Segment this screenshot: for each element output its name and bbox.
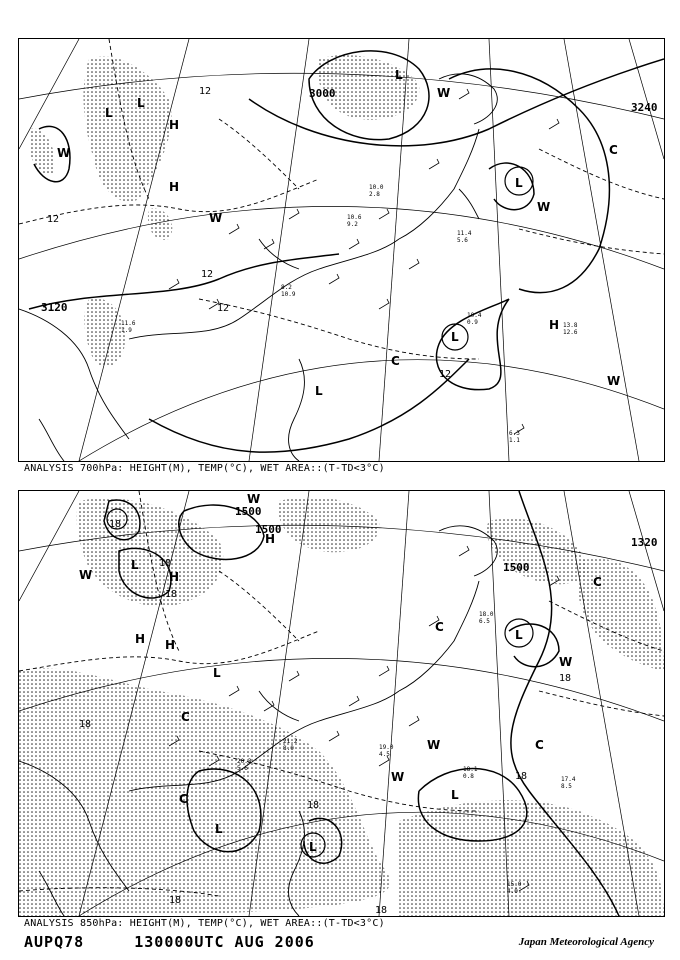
system-symbol: H [169, 118, 180, 132]
system-symbol: H [169, 180, 180, 194]
isotherm-label: 18 [79, 719, 92, 730]
system-symbol: W [391, 770, 405, 784]
system-symbol: L [131, 558, 139, 572]
system-symbol: H [265, 532, 276, 546]
height-label: 1500 [255, 523, 282, 536]
station-value: 12.6 [563, 329, 578, 336]
station-value: 4.0 [507, 888, 518, 895]
system-symbol: C [179, 792, 188, 806]
system-symbol: L [137, 96, 145, 110]
station-value: 6.5 [479, 618, 490, 625]
system-symbol: L [315, 384, 323, 398]
system-symbol: W [559, 655, 573, 669]
system-symbol: L [515, 628, 523, 642]
product-code: AUPQ78 [24, 933, 85, 951]
station-value: 10.4 [467, 312, 482, 319]
isotherm-label: 18 [375, 905, 388, 916]
system-symbol: W [57, 146, 71, 160]
station-value: 21.2 [283, 738, 298, 745]
system-symbol: H [169, 570, 180, 584]
station-value: 10.6 [347, 214, 362, 221]
station-value: 18.0 [479, 611, 494, 618]
map-panel-700hpa [18, 38, 665, 462]
product-header [24, 933, 315, 951]
system-symbol: L [451, 330, 459, 344]
station-value: 11.4 [457, 230, 472, 237]
valid-time: 130000UTC AUG 2006 [134, 933, 315, 951]
wet-area-shading [19, 497, 664, 916]
system-symbol: H [549, 318, 560, 332]
height-label: 1500 [503, 561, 530, 574]
system-symbol: C [609, 143, 618, 157]
isotherm-label: 18 [165, 589, 178, 600]
station-value: 5.6 [237, 765, 248, 772]
station-value: 11.6 [121, 320, 136, 327]
system-symbol: W [247, 492, 261, 506]
isotherm-label: 18 [169, 895, 182, 906]
station-value: 17.4 [561, 776, 576, 783]
agency-name: Japan Meteorological Agency [518, 936, 654, 948]
station-value: 9.2 [347, 221, 358, 228]
system-symbol: C [181, 710, 190, 724]
system-symbol: L [105, 106, 113, 120]
station-value: 2.8 [369, 191, 380, 198]
wind-barbs [169, 89, 559, 434]
map-700hpa-canvas [19, 39, 664, 461]
isotherm-label: 18 [159, 558, 172, 569]
height-label: 3000 [309, 87, 336, 100]
map-panel-850hpa [18, 490, 665, 917]
height-label: 3240 [631, 101, 658, 114]
station-value: 1.9 [121, 327, 132, 334]
system-symbol: L [451, 788, 459, 802]
panel-850-caption: ANALYSIS 850hPa: HEIGHT(M), TEMP(°C), WET AREA::(T-TD<3°C) [24, 918, 385, 929]
system-symbol: L [309, 840, 317, 854]
station-value: 1.1 [509, 437, 520, 444]
system-symbol: W [79, 568, 93, 582]
system-symbol: C [535, 738, 544, 752]
system-symbol: L [515, 176, 523, 190]
system-symbol: L [395, 68, 403, 82]
system-symbol: C [593, 575, 602, 589]
station-value: 18.1 [463, 766, 478, 773]
system-symbol: H [165, 638, 176, 652]
station-value: 5.6 [457, 237, 468, 244]
isotherm-label: 12 [217, 303, 230, 314]
isotherm-label: 12 [439, 369, 452, 380]
station-value: 6.3 [509, 430, 520, 437]
system-symbol: L [213, 666, 221, 680]
system-symbol: C [391, 354, 400, 368]
system-symbol: W [607, 374, 621, 388]
station-value: 0.9 [467, 319, 478, 326]
station-value: 15.0 [507, 881, 522, 888]
height-label: 3120 [41, 301, 68, 314]
height-label: 1500 [235, 505, 262, 518]
system-symbol: W [537, 200, 551, 214]
system-symbol: H [135, 632, 146, 646]
isotherm-label: 12 [201, 269, 214, 280]
isotherm-label: 12 [47, 214, 60, 225]
isotherm-label: 18 [109, 519, 122, 530]
station-value: 8.2 [281, 284, 292, 291]
station-value: 19.0 [379, 744, 394, 751]
panel-700-caption: ANALYSIS 700hPa: HEIGHT(M), TEMP(°C), WET AREA::(T-TD<3°C) [24, 463, 385, 474]
isotherm-label: 18 [559, 673, 572, 684]
station-value: 13.8 [563, 322, 578, 329]
isotherm-label: 18 [515, 771, 528, 782]
station-value: 10.0 [369, 184, 384, 191]
isotherm-label: 12 [199, 86, 212, 97]
station-value: 10.9 [281, 291, 296, 298]
station-value: 8.5 [561, 783, 572, 790]
system-symbol: L [215, 822, 223, 836]
station-value: 0.8 [463, 773, 474, 780]
system-symbol: W [209, 211, 223, 225]
system-symbol: W [427, 738, 441, 752]
system-symbol: C [435, 620, 444, 634]
station-value: 20.3 [237, 758, 252, 765]
wet-area-shading [29, 55, 419, 367]
station-value: 8.0 [283, 745, 294, 752]
system-symbol: W [437, 86, 451, 100]
station-value: 4.5 [379, 751, 390, 758]
map-850hpa-canvas [19, 491, 664, 916]
isotherm-label: 18 [307, 800, 320, 811]
height-label: 1320 [631, 536, 658, 549]
